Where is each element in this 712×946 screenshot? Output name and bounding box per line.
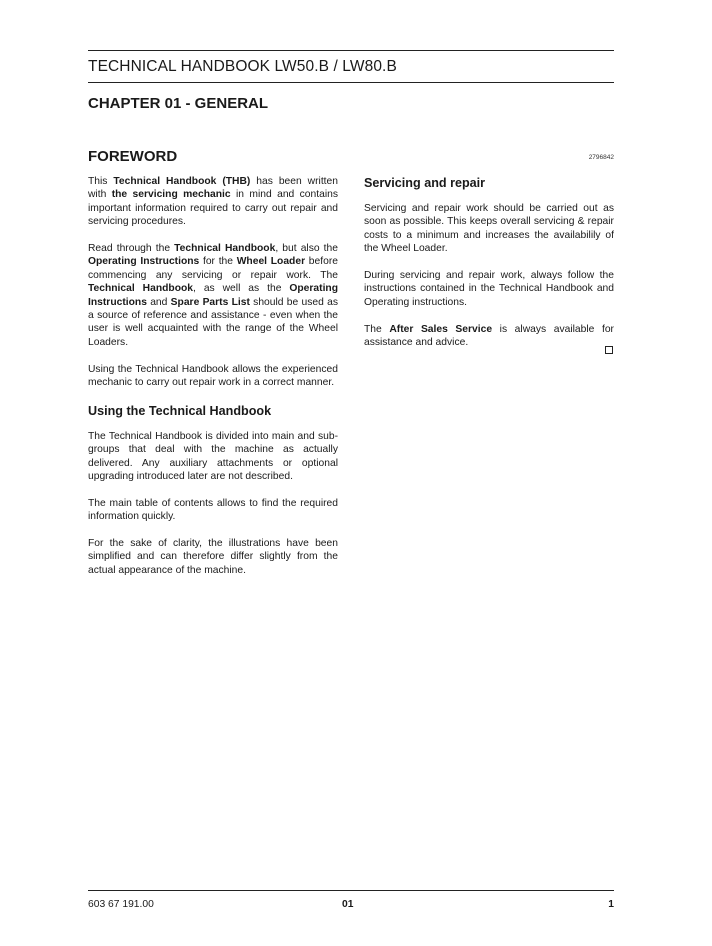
header-bottom-rule	[88, 82, 614, 83]
footer-doc-number: 603 67 191.00	[88, 899, 154, 910]
section-heading: Servicing and repair	[364, 176, 486, 190]
paragraph: The main table of contents allows to find the required information quickly.	[88, 497, 338, 523]
emphasis: Wheel Loader	[236, 256, 306, 268]
reference-number: 2796842	[588, 154, 614, 161]
emphasis: Technical Handbook (THB)	[113, 176, 251, 187]
emphasis: Operating Instructions	[88, 256, 200, 268]
paragraph: Read through the Technical Handbook, but also the Operating Instructions for the Wheel Loader before commencing any servicing or repair work. The Technical Handbook, as well as the Operating Instructions and Spare Parts List should be used as a source of reference and assistance - even when the user is well acquainted with the range of the Wheel Loaders.	[88, 243, 339, 348]
left-column	[88, 175, 338, 591]
paragraph: The Technical Handbook is divided into main and sub-groups that deal with the machine as actually delivered. Any auxiliary attachments or optional upgrading introduced later are not described.	[88, 430, 338, 483]
paragraph: During servicing and repair work, always follow the instructions contained in the Technical Handbook and Operating instructions.	[364, 270, 614, 308]
paragraph: For the sake of clarity, the illustrations have been simplified and can therefore differ slightly from the actual appearance of the machine.	[88, 538, 338, 576]
document-title: TECHNICAL HANDBOOK LW50.B / LW80.B	[88, 58, 397, 75]
emphasis: the servicing mechanic	[111, 189, 231, 201]
emphasis: Operating Instructions	[88, 283, 339, 308]
paragraph: The After Sales Service is always available for assistance and advice.	[364, 323, 614, 349]
foreword-heading: FOREWORD	[88, 148, 178, 165]
end-of-section-square-icon	[605, 346, 613, 354]
right-column	[364, 175, 614, 363]
chapter-heading: CHAPTER 01 - GENERAL	[88, 95, 269, 112]
footer-page-number: 1	[608, 899, 614, 910]
header-top-rule	[88, 50, 614, 51]
emphasis: Technical Handbook	[88, 283, 194, 295]
emphasis: Spare Parts List	[170, 296, 250, 308]
paragraph: Servicing and repair work should be carried out as soon as possible. This keeps overall servicing & repair costs to a minimum and increases the availabilily of the Wheel Loader.	[364, 203, 614, 255]
footer-chapter-number: 01	[342, 899, 354, 910]
section-heading: Using the Technical Handbook	[88, 403, 272, 418]
paragraph: Using the Technical Handbook allows the experienced mechanic to carry out repair work in a correct manner.	[88, 363, 338, 389]
paragraph: This Technical Handbook (THB) has been written with the servicing mechanic in mind and contains important information required to carry out repair and servicing procedures.	[88, 176, 338, 228]
emphasis: After Sales Service	[389, 323, 493, 335]
footer-rule	[88, 890, 614, 891]
emphasis: Technical Handbook	[174, 243, 276, 255]
